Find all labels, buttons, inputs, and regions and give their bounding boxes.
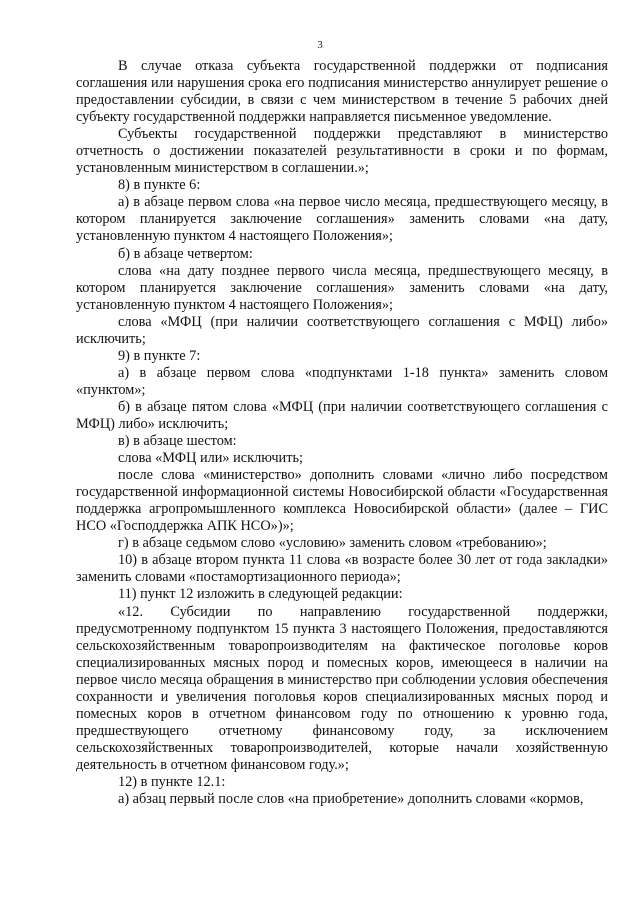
paragraph: в) в абзаце шестом: <box>118 433 237 450</box>
paragraph: б) в абзаце пятом слова «МФЦ (при наличии соответствующего соглашения с МФЦ) либо» исключить; <box>76 398 608 432</box>
paragraph: а) абзац первый после слов «на приобретение» дополнить словами «кормов, <box>118 791 584 808</box>
document-body <box>76 58 608 808</box>
paragraph: г) в абзаце седьмом слово «условию» заменить словом «требованию»; <box>118 535 547 552</box>
paragraph: после слова «министерство» дополнить словами «лично либо посредством государственной информационной системы Новосибирской области «Государственная поддержка агропромышленного комплекса Новосибирской области» (далее – ГИС НСО «Господдержка АПК НСО»)»; <box>76 467 608 535</box>
paragraph: а) в абзаце первом слова «подпунктами 1-18 пункта» заменить словом «пунктом»; <box>76 364 608 398</box>
paragraph: 8) в пункте 6: <box>118 177 201 194</box>
paragraph: слова «МФЦ или» исключить; <box>118 450 303 467</box>
paragraph: а) в абзаце первом слова «на первое число месяца, предшествующего месяцу, в котором планируется заключение соглашения» заменить словами «на дату, установленную пунктом 4 настоящего Положения»; <box>76 194 608 245</box>
paragraph: «12. Субсидии по направлению государственной поддержки, предусмотренному подпунктом 15 пункта 3 настоящего Положения, предоставляются сельскохозяйственным товаропроизводителям на фактическое поголовье коров специализированных мясных пород и помесных коров, имеющееся в наличии на первое число месяца обращения в министерство при соблюдении условия обеспечения сохранности и увеличения поголовья коров специализированных мясных пород и помесных коров в отчетном финансовом году по отношению к уровню года, предшествующего отчетному финансовому году, за исключением сельскохозяйственных товаропроизводителей, которые начали хозяйственную деятельность в отчетном финансовом году.»; <box>76 603 608 773</box>
paragraph: 12) в пункте 12.1: <box>118 773 226 790</box>
paragraph: слова «на дату позднее первого числа месяца, предшествующего месяцу, в котором планируется заключение соглашения» заменить словами «на дату, установленную пунктом 4 настоящего Положения»; <box>76 262 608 313</box>
paragraph: слова «МФЦ (при наличии соответствующего соглашения с МФЦ) либо» исключить; <box>76 313 608 347</box>
paragraph: 9) в пункте 7: <box>118 347 201 364</box>
paragraph: Субъекты государственной поддержки представляют в министерство отчетность о достижении показателей результативности в сроки и по формам, установленным министерством в соглашении.»; <box>76 126 608 177</box>
page-number: 3 <box>317 39 323 51</box>
paragraph: 10) в абзаце втором пункта 11 слова «в возрасте более 30 лет от года закладки» заменить словами «постамортизационного периода»; <box>76 552 608 586</box>
paragraph: В случае отказа субъекта государственной поддержки от подписания соглашения или нарушения срока его подписания министерство аннулирует решение о предоставлении субсидии, в связи с чем министерством в течение 5 рабочих дней субъекту государственной поддержки направляется письменное уведомление. <box>76 58 608 126</box>
paragraph: б) в абзаце четвертом: <box>118 245 253 262</box>
paragraph: 11) пункт 12 изложить в следующей редакции: <box>118 586 403 603</box>
